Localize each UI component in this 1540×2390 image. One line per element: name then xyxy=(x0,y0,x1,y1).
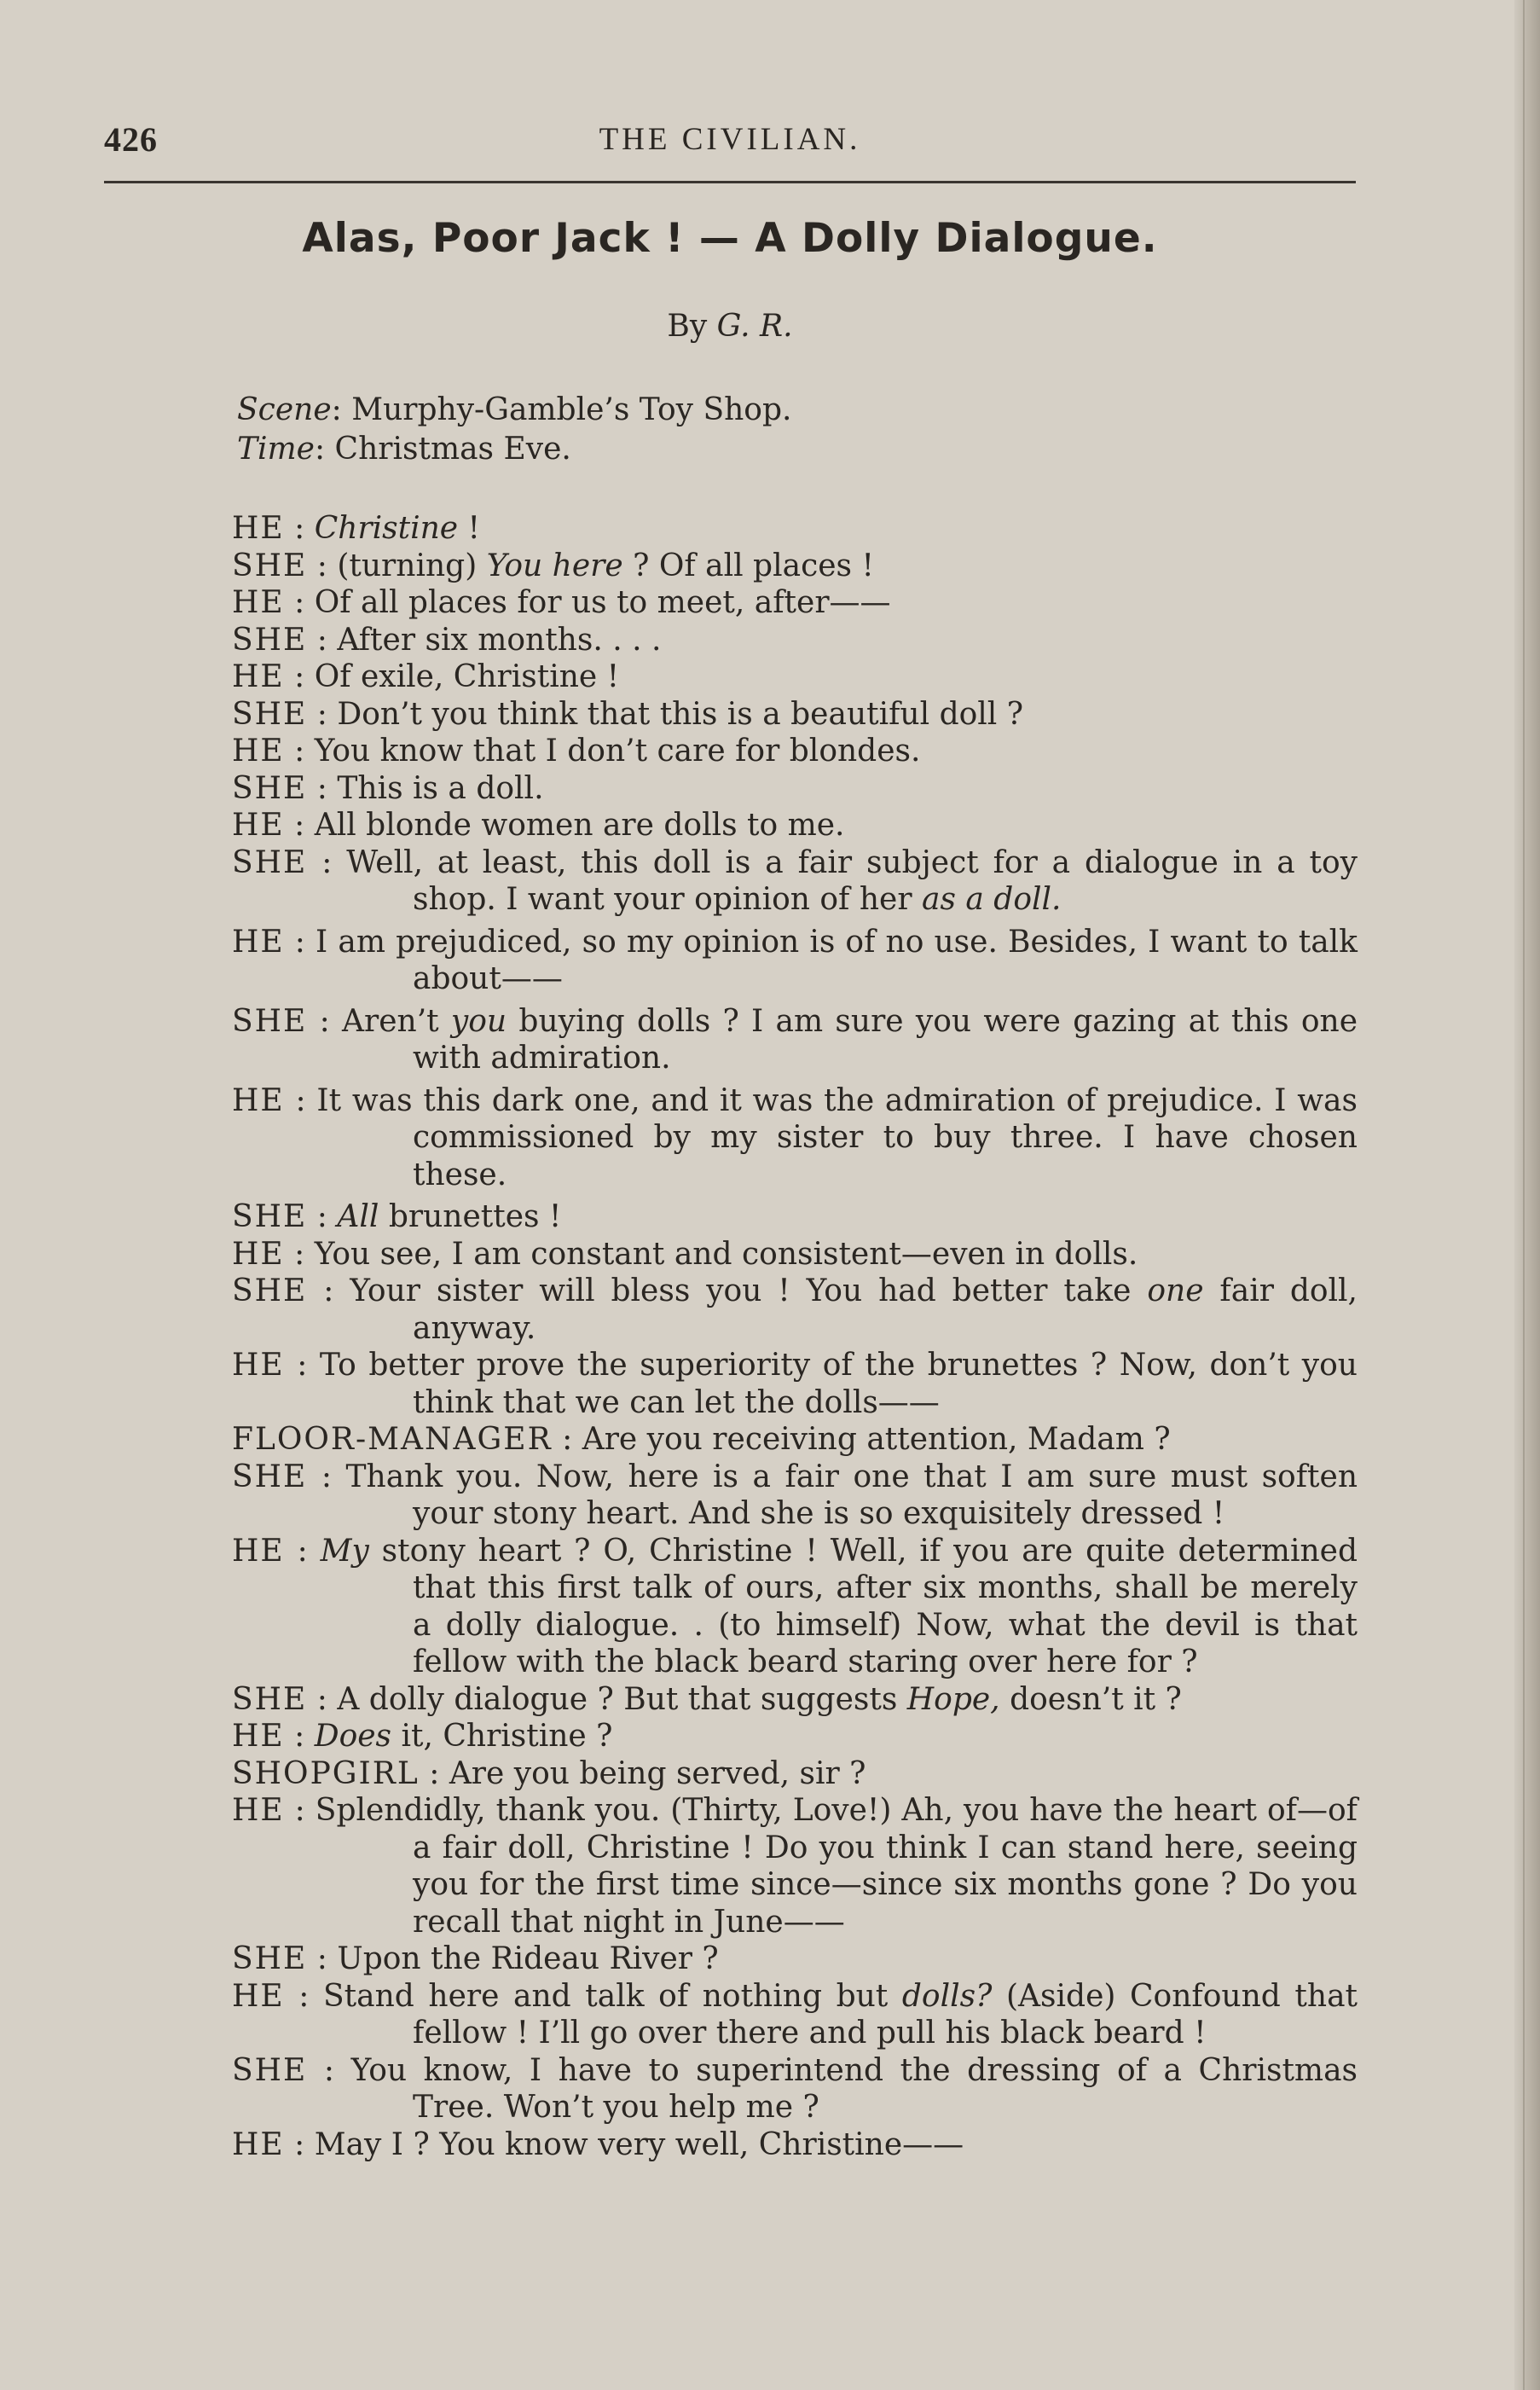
line-text: It was this dark one, and it was the admiration of prejudice. I was commissioned by my sister to buy three. I have chosen these. xyxy=(316,1082,1358,1192)
dialogue-line xyxy=(232,2126,1358,2164)
speaker-label: SHOPGIRL : xyxy=(232,1756,449,1791)
running-title: THE CIVILIAN. xyxy=(599,122,861,157)
scene-label: Scene xyxy=(237,392,332,427)
line-text: I am prejudiced, so my opinion is of no use. Besides, I want to talk about—— xyxy=(316,924,1358,996)
line-text: Your sister will bless you ! You had better take xyxy=(350,1273,1148,1308)
speaker-label: HE : xyxy=(232,1793,316,1828)
dialogue-line xyxy=(232,844,1358,919)
header-rule xyxy=(104,181,1356,183)
scene-text: Murphy-Gamble’s Toy Shop. xyxy=(351,392,792,427)
line-text: Well, at least, this doll is a fair subject for a dialogue in a toy shop. I want your opinion of her xyxy=(346,844,1358,917)
line-text: brunettes ! xyxy=(379,1199,562,1234)
line-text: A dolly dialogue ? But that suggests xyxy=(337,1681,907,1717)
dialogue-line xyxy=(232,696,1358,734)
line-text: ! xyxy=(458,511,481,546)
line-text: Are you being served, sir ? xyxy=(449,1755,866,1791)
speaker-label: SHE : xyxy=(232,2053,351,2088)
speaker-label: HE : xyxy=(232,808,315,843)
byline xyxy=(104,309,1356,344)
speaker-label: HE : xyxy=(232,1083,316,1118)
line-text: Are you receiving attention, Madam ? xyxy=(582,1422,1171,1457)
dialogue-line xyxy=(232,1978,1358,2052)
dialogue-line xyxy=(232,1421,1358,1459)
dialogue-line xyxy=(232,1347,1358,1421)
speaker-label: HE : xyxy=(232,1237,315,1272)
line-text: This is a doll. xyxy=(337,770,544,806)
line-text: doesn’t it ? xyxy=(999,1681,1182,1717)
italic-text: one xyxy=(1147,1273,1204,1308)
speaker-label: SHE : xyxy=(232,623,337,658)
italic-text: Hope, xyxy=(906,1681,1000,1717)
time-text: Christmas Eve. xyxy=(334,432,571,467)
speaker-label: HE : xyxy=(232,925,316,960)
italic-text: you xyxy=(450,1003,507,1039)
speaker-label: SHE : xyxy=(232,1682,337,1717)
line-text: Thank you. Now, here is a fair one that I am sure must soften your stony heart. And she is so exquisitely dressed ! xyxy=(345,1459,1358,1531)
byline-prefix: By xyxy=(667,309,708,344)
time-line: Time: Christmas Eve. xyxy=(237,432,571,467)
dialogue-line xyxy=(232,1940,1358,1978)
line-text: ? Of all places ! xyxy=(622,548,874,583)
dialogue-line xyxy=(232,1681,1358,1719)
line-text: May I ? You know very well, Christine—— xyxy=(314,2126,964,2162)
scene-line: Scene: Murphy-Gamble’s Toy Shop. xyxy=(237,392,792,427)
italic-text: dolls? xyxy=(901,1978,993,2014)
dialogue-line xyxy=(232,807,1358,844)
italic-text: Does xyxy=(314,1719,392,1754)
speaker-label: HE : xyxy=(232,511,315,546)
line-text: Of all places for us to meet, after—— xyxy=(314,585,891,620)
speaker-label: SHE : xyxy=(232,1004,342,1039)
line-text: stony heart ? O, Christine ! Well, if you are quite determined that this first talk of ours, after six months, shall be merely a dolly dialogue. . (to himself) Now, what the devil is that fellow with the black beard staring over here for ? xyxy=(368,1533,1358,1679)
byline-author: G. R. xyxy=(716,309,793,344)
line-text: it, Christine ? xyxy=(391,1719,613,1754)
dialogue-line xyxy=(232,1459,1358,1533)
italic-text: as a doll. xyxy=(921,882,1062,917)
speaker-label: SHE : xyxy=(232,845,346,880)
speaker-label: SHE : xyxy=(232,548,337,583)
dialogue-line xyxy=(232,1236,1358,1273)
line-text: You know, I have to superintend the dressing of a Christmas Tree. Won’t you help me ? xyxy=(350,2052,1358,2125)
speaker-label: SHE : xyxy=(232,1459,346,1494)
dialogue-line xyxy=(232,1273,1358,1347)
page-number: 426 xyxy=(104,120,158,159)
speaker-label: HE : xyxy=(232,1348,320,1383)
scene-block xyxy=(237,391,791,469)
line-text: You see, I am constant and consistent—even in dolls. xyxy=(314,1236,1138,1272)
dialogue-line xyxy=(232,733,1358,770)
line-text: To better prove the superiority of the brunettes ? Now, don’t you think that we can let the dolls—— xyxy=(319,1348,1358,1420)
line-text: (turning) xyxy=(337,548,487,583)
speaker-label: SHE : xyxy=(232,1199,337,1234)
time-label: Time xyxy=(237,432,315,467)
page-header xyxy=(104,119,1356,162)
speaker-label: HE : xyxy=(232,659,315,694)
line-text: buying dolls ? I am sure you were gazing at this one with admiration. xyxy=(413,1003,1358,1076)
speaker-label: HE : xyxy=(232,1534,321,1569)
dialogue-line xyxy=(232,1718,1358,1755)
speaker-label: HE : xyxy=(232,2127,315,2162)
speaker-label: SHE : xyxy=(232,771,337,806)
line-text: Don’t you think that this is a beautiful doll ? xyxy=(337,696,1024,732)
dialogue-line xyxy=(232,924,1358,998)
italic-text: All xyxy=(337,1199,379,1234)
dialogue-line xyxy=(232,1198,1358,1236)
speaker-label: FLOOR-MANAGER : xyxy=(232,1422,582,1457)
italic-text: My xyxy=(320,1533,369,1569)
dialogue-line xyxy=(232,1533,1358,1681)
line-text: (Aside) Confound that fellow ! I’ll go over there and pull his black beard ! xyxy=(413,1978,1358,2051)
dialogue-line xyxy=(232,1755,1358,1793)
speaker-label: HE : xyxy=(232,1719,315,1754)
speaker-label: SHE : xyxy=(232,697,337,732)
speaker-label: HE : xyxy=(232,1979,323,2014)
dialogue-line xyxy=(232,1082,1358,1194)
line-text: Upon the Rideau River ? xyxy=(337,1941,719,1976)
page-edge xyxy=(1514,0,1540,2390)
line-text: Splendidly, thank you. (Thirty, Love!) Ah, you have the heart of—of a fair doll, Christine ! Do you think I can stand here, seeing you for the first time since—since six months gone ? Do you recall that night in June—— xyxy=(315,1793,1358,1940)
speaker-label: HE : xyxy=(232,734,315,769)
line-text: Aren’t xyxy=(342,1003,451,1039)
line-text: After six months. . . . xyxy=(337,622,662,658)
dialogue-body xyxy=(232,510,1358,2163)
italic-text: Christine xyxy=(314,511,459,546)
dialogue-line xyxy=(232,658,1358,696)
article-title: Alas, Poor Jack ! — A Dolly Dialogue. xyxy=(302,215,1158,262)
dialogue-line xyxy=(232,510,1358,548)
dialogue-line xyxy=(232,770,1358,808)
dialogue-line xyxy=(232,2052,1358,2126)
dialogue-line xyxy=(232,1792,1358,1940)
speaker-label: SHE : xyxy=(232,1273,350,1308)
line-text: Stand here and talk of nothing but xyxy=(323,1978,902,2014)
dialogue-line xyxy=(232,1003,1358,1077)
dialogue-line xyxy=(232,548,1358,585)
dialogue-line xyxy=(232,622,1358,659)
dialogue-line xyxy=(232,584,1358,622)
speaker-label: HE : xyxy=(232,585,315,620)
line-text: Of exile, Christine ! xyxy=(314,659,620,694)
italic-text: You here xyxy=(486,548,623,583)
line-text: fair doll, anyway. xyxy=(413,1273,1358,1346)
line-text: All blonde women are dolls to me. xyxy=(314,808,845,843)
line-text: You know that I don’t care for blondes. xyxy=(314,734,921,769)
speaker-label: SHE : xyxy=(232,1941,337,1976)
